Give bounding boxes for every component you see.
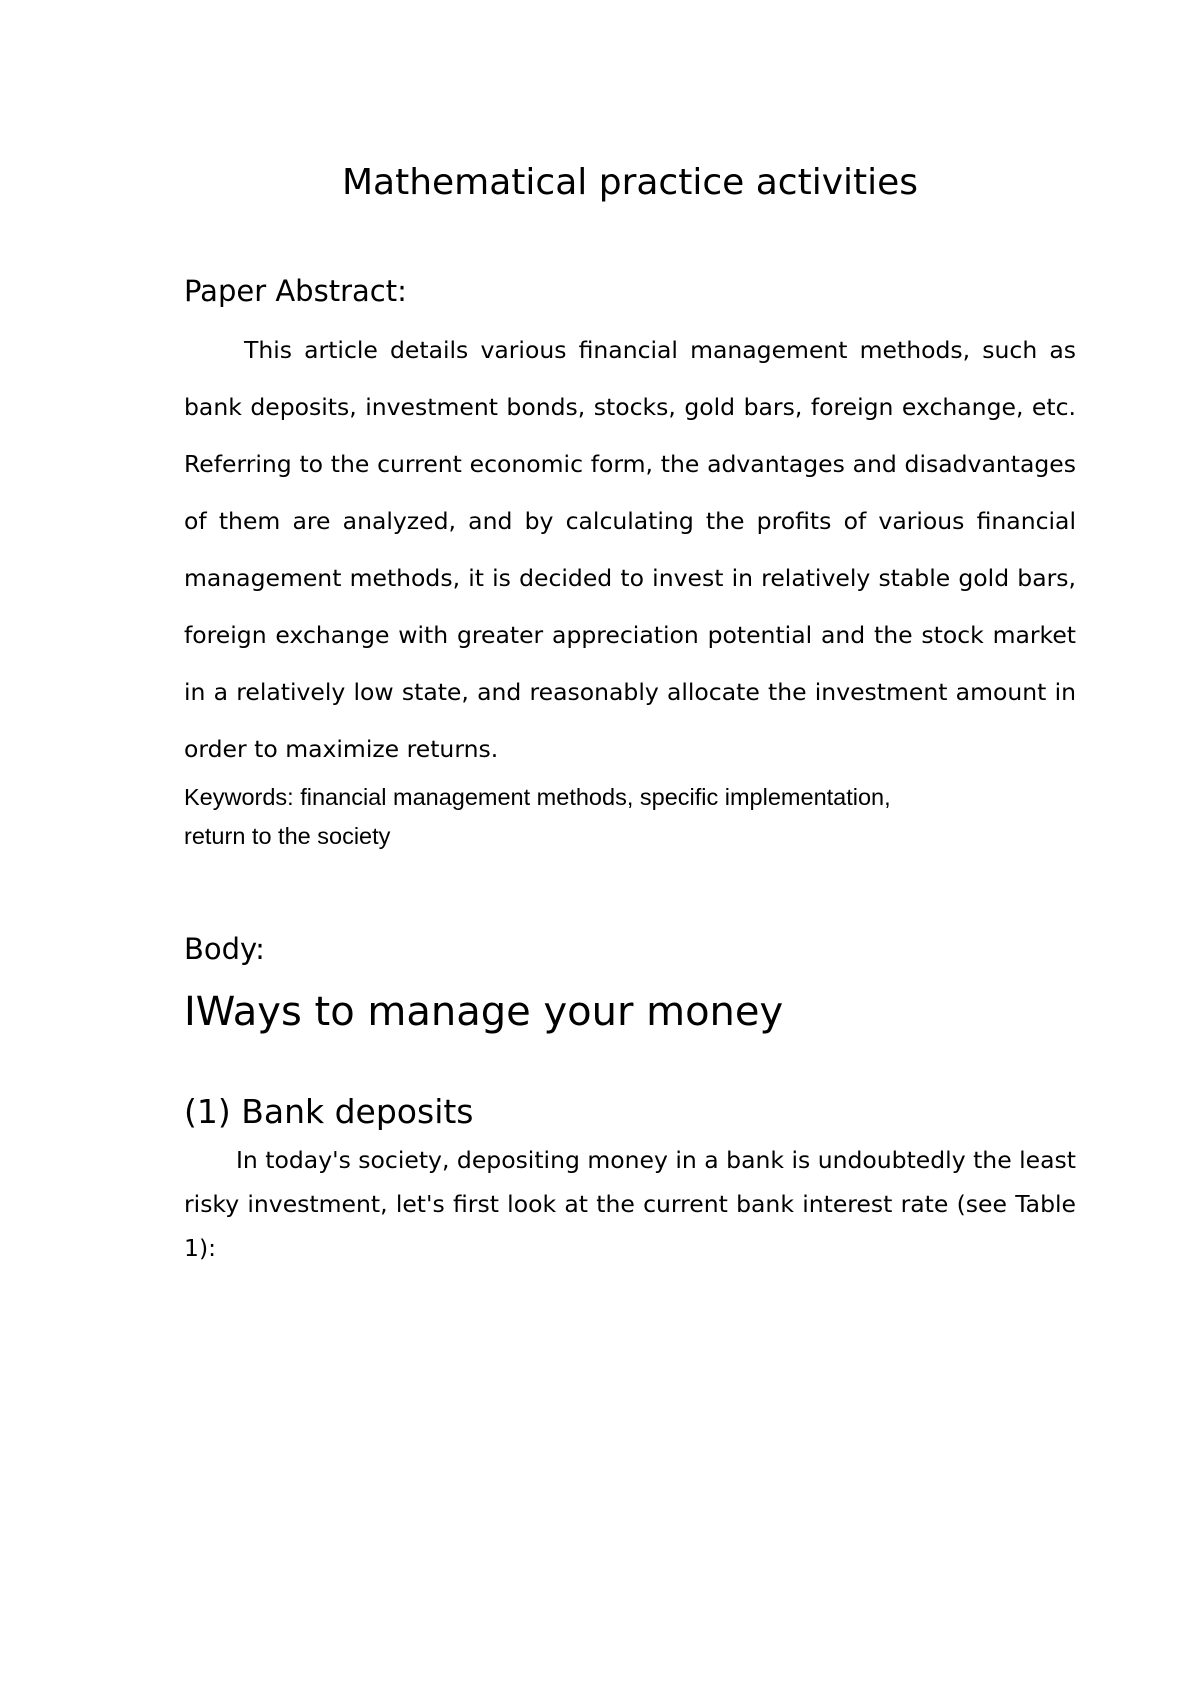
document-title: Mathematical practice activities bbox=[341, 162, 919, 203]
keywords-line-1: Keywords: financial management methods, specific implementation, bbox=[184, 784, 891, 810]
subsection-heading: (1) Bank deposits bbox=[184, 1092, 474, 1131]
chapter-heading: IWays to manage your money bbox=[184, 989, 784, 1035]
subsection-paragraph: In today's society, depositing money in a bank is undoubtedly the least risky investment, let's first look at the current bank interest rate (see Table 1): bbox=[184, 1146, 1076, 1262]
abstract-paragraph: This article details various financial management methods, such as bank deposits, investment bonds, stocks, gold bars, foreign exchange, etc. Referring to the current economic form, the advantages and disadvantages of them are analyzed, and by calculating the profits of various financial management methods, it is decided to invest in relatively stable gold bars, foreign exchange with greater appreciation potential and the stock market in a relatively low state, and reasonably allocate the investment amount in order to maximize returns. bbox=[184, 336, 1076, 763]
document-content bbox=[184, 160, 1076, 1270]
keywords-line-2: return to the society bbox=[184, 823, 391, 849]
abstract-label: Paper Abstract: bbox=[184, 274, 407, 308]
body-label: Body: bbox=[184, 932, 265, 966]
